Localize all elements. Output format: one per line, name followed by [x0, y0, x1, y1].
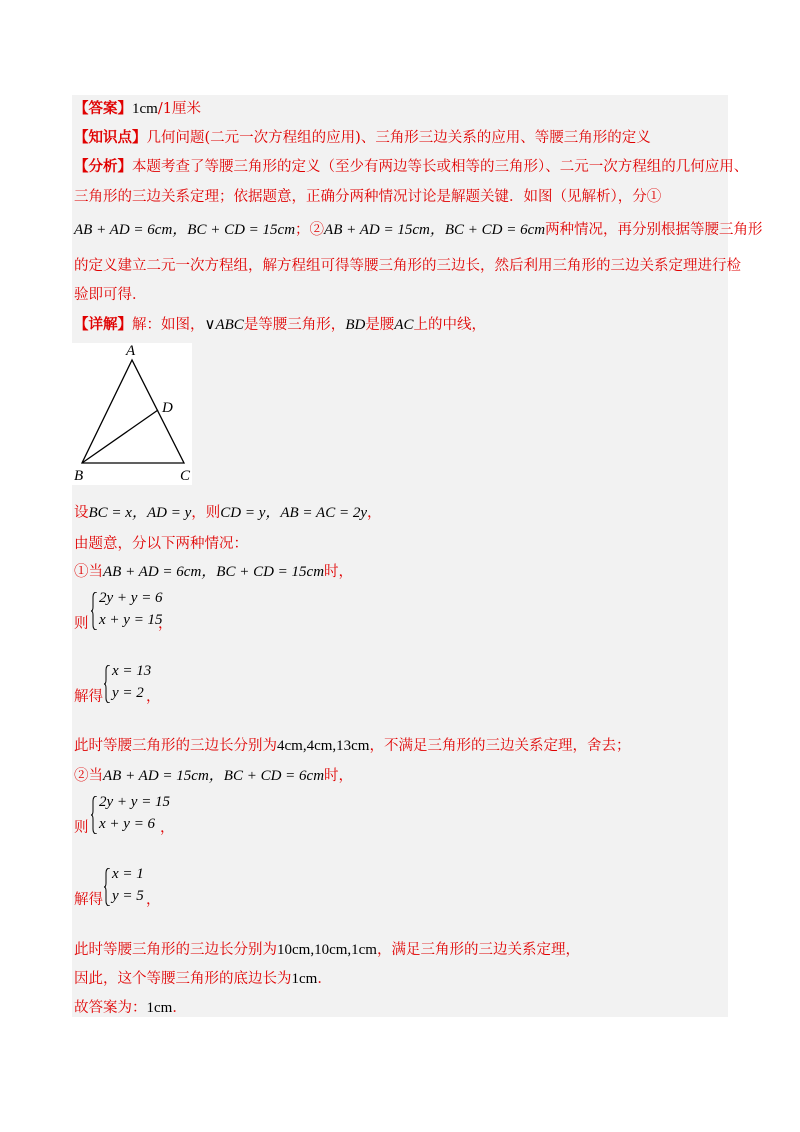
- case2-conclusion-a: 此时等腰三角形的三边长分别为: [74, 942, 277, 958]
- case1-solution: [104, 663, 224, 707]
- therefore-value: 1cm: [291, 971, 318, 987]
- case1-sys-tail: ，: [158, 616, 173, 632]
- case2-eq2: x + y = 6: [99, 816, 156, 832]
- setup-math-1: BC = x，AD = y: [88, 505, 192, 521]
- case1-eq1: 2y + y = 6: [99, 590, 163, 606]
- case2-eq1: 2y + y = 15: [99, 794, 171, 810]
- case1-lengths: 4cm,4cm,13cm: [277, 738, 370, 754]
- case2-head-math: AB + AD = 15cm，BC + CD = 6cm: [103, 768, 325, 784]
- case2-lengths: 10cm,10cm,1cm: [277, 942, 377, 958]
- analysis-label: 【分析】: [74, 158, 132, 175]
- setup-math-2: CD = y，AB = AC = 2y: [220, 505, 367, 521]
- setup-line: [74, 503, 381, 523]
- setup-a: 设: [74, 505, 89, 521]
- answer-alt: /1厘米: [157, 101, 201, 117]
- brace-icon: [104, 665, 111, 703]
- case1-solve: 解得: [74, 689, 103, 705]
- case2-solution: [104, 866, 224, 910]
- vertex-c-label: C: [180, 468, 191, 484]
- detail-intro-d: 上的中线，: [413, 317, 486, 333]
- setup-b: ，则: [191, 505, 221, 521]
- case1-sol2: y = 2: [112, 685, 144, 701]
- brace-icon: [104, 868, 111, 906]
- case1-eq2: x + y = 15: [99, 612, 163, 628]
- case1-sol1: x = 13: [112, 663, 152, 679]
- case1-head-math: AB + AD = 6cm，BC + CD = 15cm: [103, 564, 325, 580]
- analysis-case2-math: AB + AD = 15cm，BC + CD = 6cm: [324, 222, 546, 238]
- setup-c: ，: [366, 505, 382, 521]
- vertex-a-label: A: [126, 343, 136, 359]
- case2-conclusion: [74, 940, 580, 960]
- analysis-case1-math: AB + AD = 6cm，BC + CD = 15cm: [74, 222, 296, 238]
- case2-head-a: ②当: [74, 768, 103, 784]
- analysis-line-3: [74, 220, 763, 240]
- answer-label: 【答案】: [74, 100, 132, 117]
- case1-heading: [74, 562, 353, 582]
- analysis-line-5: 验即可得．: [74, 287, 147, 303]
- case1-head-a: ①当: [74, 564, 103, 580]
- brace-icon: [91, 592, 98, 630]
- case1-sol-tail: ，: [146, 689, 161, 705]
- knowledge-label: 【知识点】: [74, 129, 147, 146]
- detail-intro-c: 是腰: [365, 317, 395, 333]
- final-b: ．: [172, 1000, 187, 1016]
- detail-intro-a: 解：如图，: [132, 317, 205, 333]
- analysis-text-1: 本题考查了等腰三角形的定义（至少有两边等长或相等的三角形）、二元一次方程组的几何应用、: [132, 159, 749, 175]
- final-a: 故答案为：: [74, 1000, 147, 1016]
- analysis-line-1: [74, 157, 748, 177]
- side-ac: AC: [394, 317, 414, 333]
- therefore-a: 因此，这个等腰三角形的底边长为: [74, 971, 292, 987]
- case2-sol2: y = 5: [112, 888, 144, 904]
- vertex-b-label: B: [74, 468, 84, 484]
- triangle-figure: [72, 343, 192, 485]
- case1-conclusion: [74, 736, 630, 756]
- case2-then: 则: [74, 820, 89, 836]
- analysis-sep: ；②: [295, 222, 325, 238]
- knowledge-text: 几何问题(二元一次方程组的应用)、三角形三边关系的应用、等腰三角形的定义: [146, 130, 651, 146]
- point-d-label: D: [162, 400, 173, 416]
- detail-line: [74, 315, 486, 335]
- analysis-tail: 两种情况，再分别根据等腰三角形: [545, 222, 763, 238]
- final-value: 1cm: [146, 1000, 173, 1016]
- answer-line: [74, 99, 201, 119]
- case1-head-b: 时，: [324, 564, 354, 580]
- case2-sol-tail: ，: [146, 892, 161, 908]
- case2-head-b: 时，: [324, 768, 354, 784]
- case1-conclusion-b: ，不满足三角形的三边关系定理，舍去；: [369, 738, 631, 754]
- case2-sol1: x = 1: [112, 866, 144, 882]
- case1-then: 则: [74, 616, 89, 632]
- case1-conclusion-a: 此时等腰三角形的三边长分别为: [74, 738, 277, 754]
- case1-system: [91, 590, 211, 634]
- case2-solve: 解得: [74, 892, 103, 908]
- therefore-b: ．: [317, 971, 332, 987]
- segment-bd: BD: [345, 317, 366, 333]
- therefore-line: [74, 969, 332, 989]
- triangle-diagram: [72, 343, 192, 485]
- detail-intro-b: 是等腰三角形，: [243, 317, 346, 333]
- brace-icon: [91, 796, 98, 834]
- answer-value: 1cm: [132, 101, 158, 117]
- case2-sys-tail: ，: [160, 820, 175, 836]
- analysis-line-4: 的定义建立二元一次方程组，解方程组可得等腰三角形的三边长，然后利用三角形的三边关系定理进行检: [74, 258, 741, 274]
- case2-conclusion-b: ，满足三角形的三边关系定理，: [376, 942, 580, 958]
- cases-intro: 由题意，分以下两种情况：: [74, 536, 248, 552]
- median-bd: [82, 410, 158, 463]
- final-answer-line: [74, 998, 187, 1018]
- case2-heading: [74, 766, 353, 786]
- detail-label: 【详解】: [74, 316, 132, 333]
- triangle-abc: ∨ABC: [204, 317, 244, 333]
- knowledge-line: [74, 128, 651, 148]
- case2-system: [91, 794, 211, 838]
- analysis-line-2: 三角形的三边关系定理；依据题意，正确分两种情况讨论是解题关键．如图（见解析），分①: [74, 189, 662, 205]
